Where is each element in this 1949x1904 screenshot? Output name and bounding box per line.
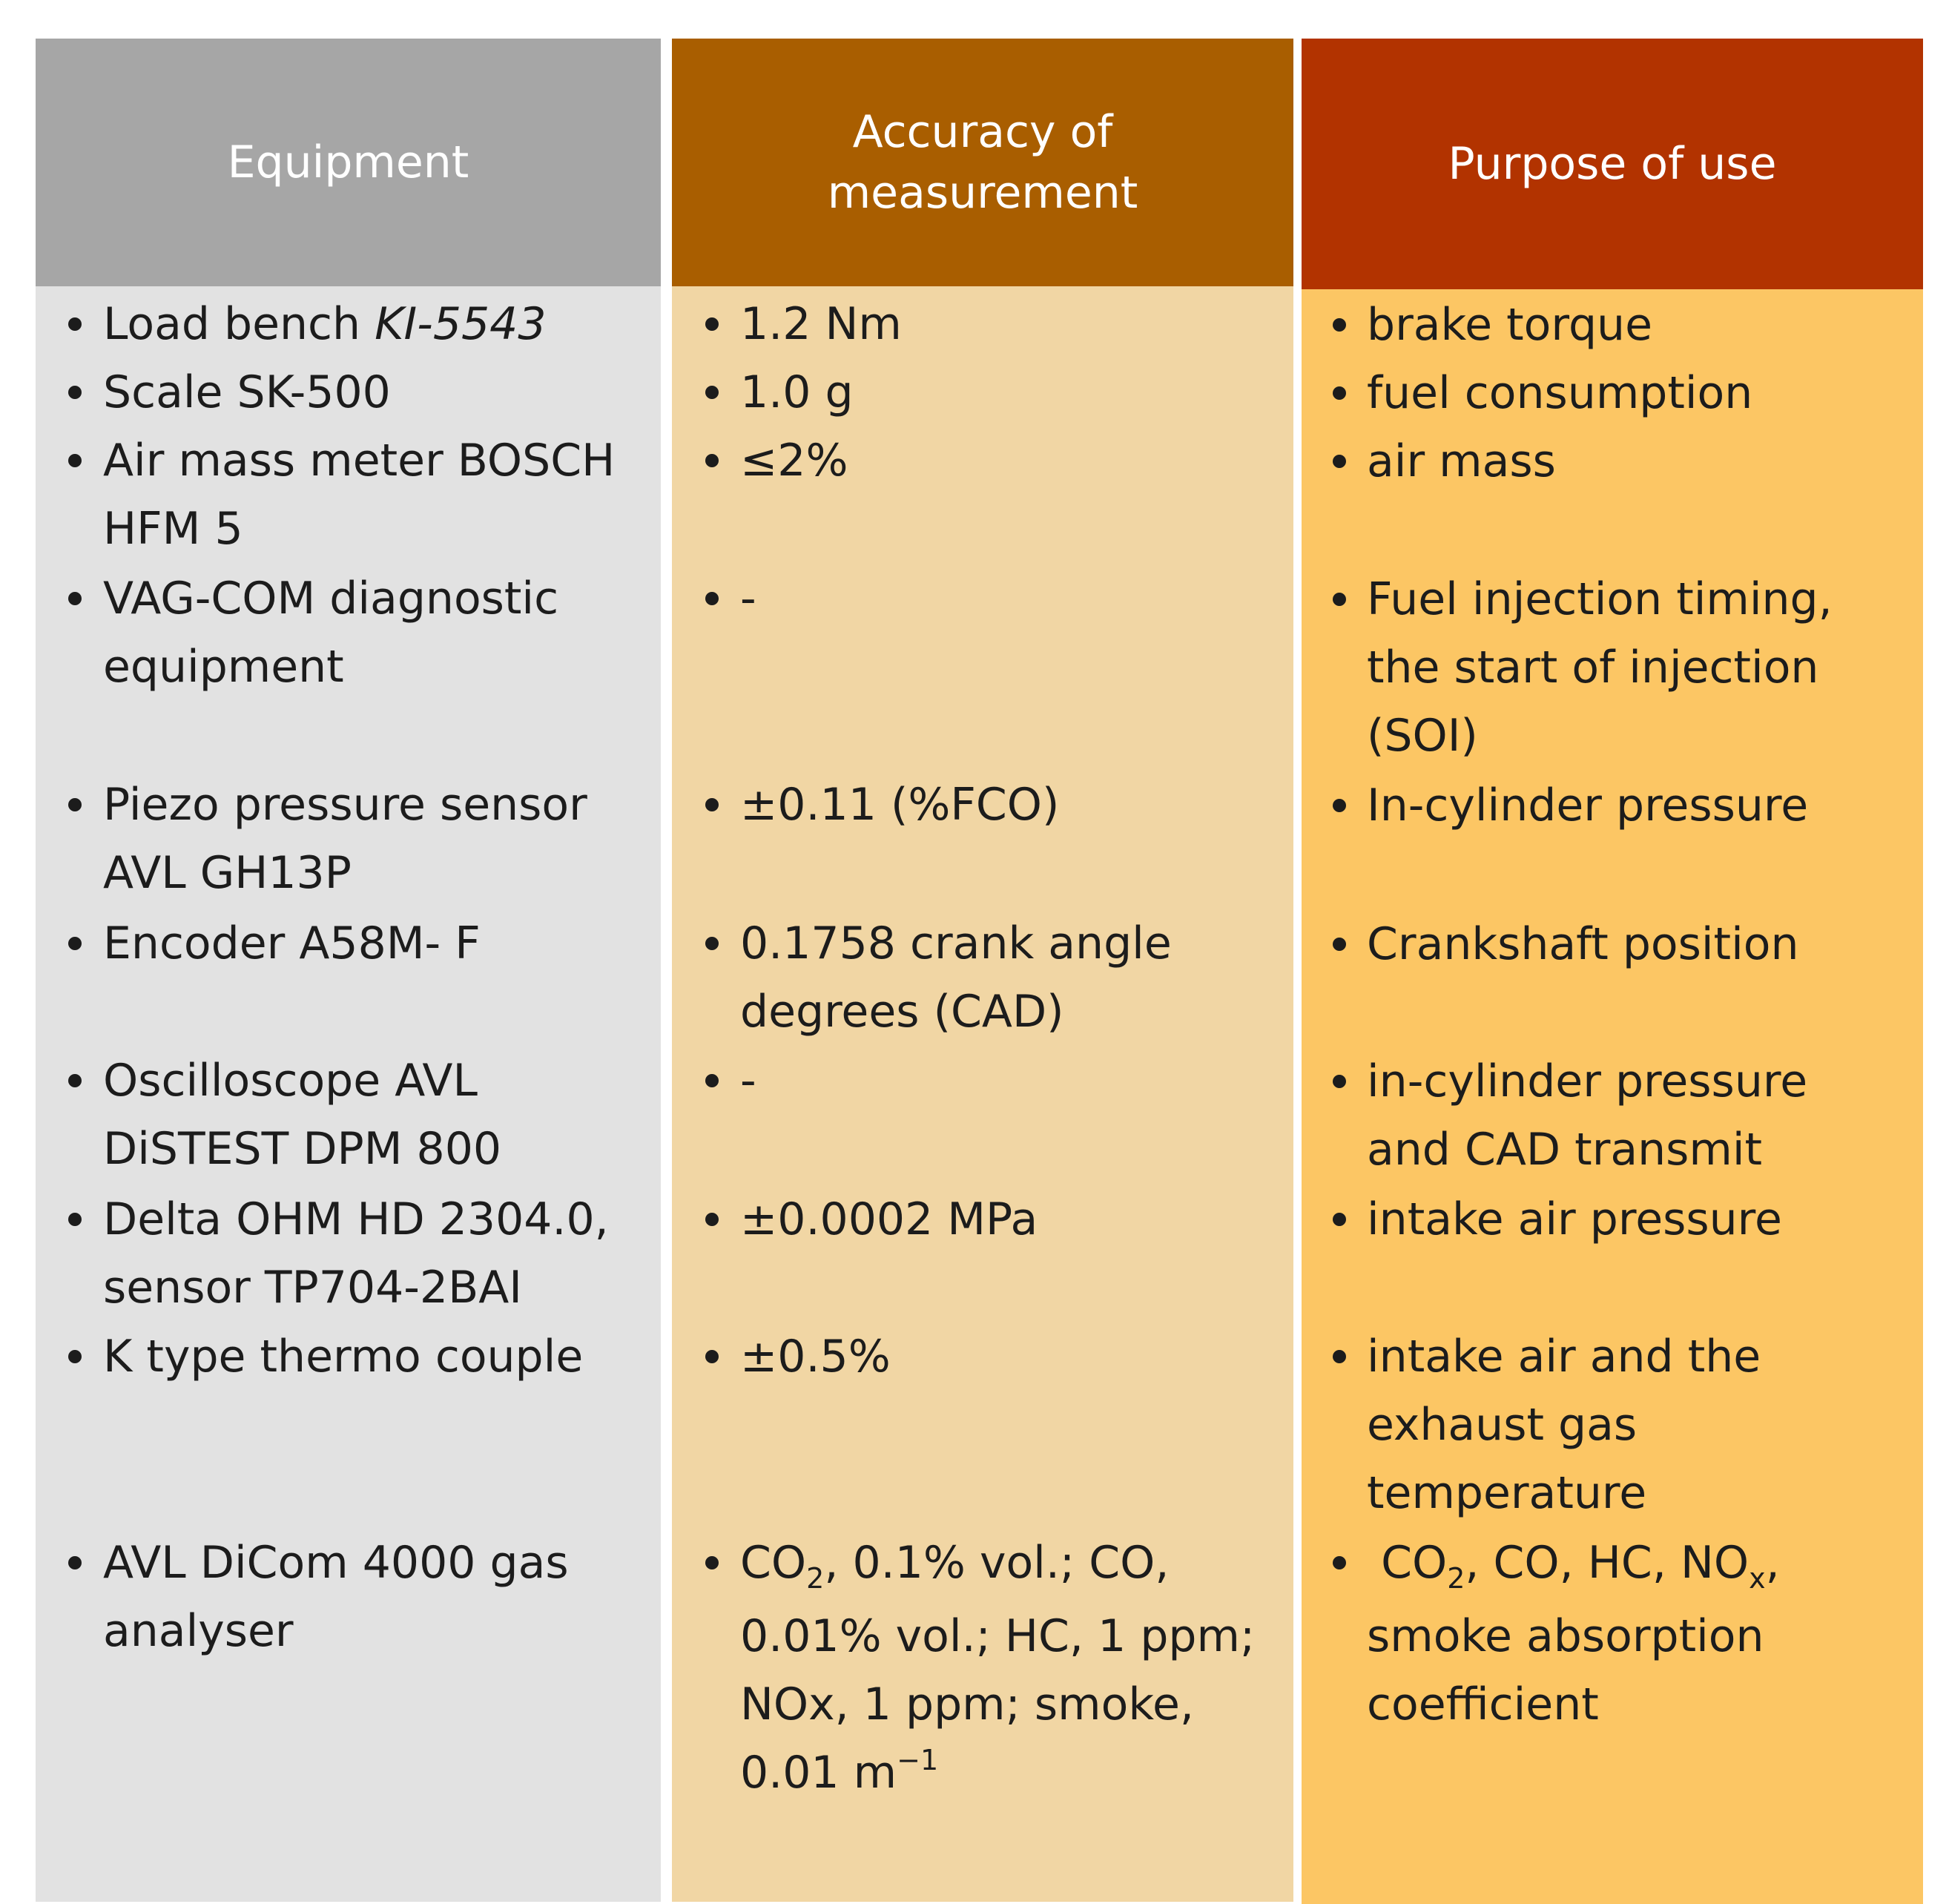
bullet-icon <box>705 317 719 331</box>
bullet-icon <box>1333 1213 1346 1226</box>
header-accuracy <box>672 39 1293 286</box>
accuracy-cells <box>672 286 1293 1902</box>
accuracy-text: ±0.0002 MPa <box>740 1193 1038 1245</box>
accuracy-text: ≤2% <box>740 435 848 487</box>
accuracy-text: 1.0 g <box>740 366 854 418</box>
bullet-icon <box>705 1556 719 1569</box>
bullet-icon <box>68 798 82 811</box>
bullet-icon <box>1333 1350 1346 1363</box>
equipment-text: VAG-COM diagnostic equipment <box>103 573 559 693</box>
equipment-text: Air mass meter BOSCH HFM 5 <box>103 435 616 555</box>
accuracy-text: ±0.11 (%FCO) <box>740 779 1060 831</box>
bullet-icon <box>1333 1556 1346 1569</box>
bullet-icon <box>705 386 719 399</box>
bullet-icon <box>68 1213 82 1226</box>
bullet-icon <box>68 386 82 399</box>
bullet-icon <box>68 592 82 605</box>
equipment-column <box>36 39 661 1902</box>
header-purpose <box>1302 39 1923 289</box>
equipment-cells <box>36 286 661 1902</box>
purpose-text: fuel consumption <box>1367 367 1753 419</box>
equipment-text: Piezo pressure sensor AVL GH13P <box>103 779 587 899</box>
equipment-text <box>103 290 653 358</box>
accuracy-text: - <box>740 1055 756 1107</box>
equipment-text: K type thermo couple <box>103 1331 584 1383</box>
equipment-name: Load bench <box>103 298 375 350</box>
accuracy-line: , 0.1% vol.; CO, <box>824 1537 1170 1589</box>
unit-exponent: −1 <box>897 1744 939 1776</box>
bullet-icon <box>1333 455 1346 468</box>
purpose-cells <box>1302 289 1923 1904</box>
accuracy-line: 0.01 m <box>740 1747 897 1799</box>
purpose-text: Crankshaft position <box>1367 918 1799 970</box>
purpose-text: air mass <box>1367 435 1556 487</box>
co2-label: $CO_2$ <box>740 1537 825 1595</box>
equipment-text: Oscilloscope AVL DiSTEST DPM 800 <box>103 1055 502 1175</box>
accuracy-text: - <box>740 573 756 625</box>
bullet-icon <box>1333 799 1346 812</box>
purpose-text: Fuel injection timing, the start of injection (SOI) <box>1367 573 1833 762</box>
bullet-icon <box>68 454 82 467</box>
accuracy-text: ±0.5% <box>740 1331 891 1383</box>
purpose-text: In-cylinder pressure <box>1367 780 1809 831</box>
equipment-text: Scale SK-500 <box>103 366 391 418</box>
purpose-text: in-cylinder pressure and CAD transmit <box>1367 1055 1808 1176</box>
accuracy-line: NOx, 1 ppm; smoke, <box>740 1679 1194 1730</box>
equipment-text: Delta OHM HD 2304.0, sensor TP704-2BAI <box>103 1193 609 1314</box>
equipment-text: Encoder A58M- F <box>103 918 481 969</box>
bullet-icon <box>705 1074 719 1087</box>
bullet-icon <box>1333 593 1346 606</box>
bullet-icon <box>705 592 719 605</box>
bullet-icon <box>705 1350 719 1363</box>
bullet-icon <box>1333 1075 1346 1088</box>
bullet-icon <box>705 454 719 467</box>
bullet-icon <box>705 798 719 811</box>
purpose-text: intake air pressure <box>1367 1193 1782 1245</box>
accuracy-column <box>672 39 1293 1902</box>
accuracy-text <box>740 1529 1286 1812</box>
equipment-model: KI-5543 <box>375 298 547 350</box>
bullet-icon <box>705 1213 719 1226</box>
accuracy-text: 1.2 Nm <box>740 298 902 350</box>
bullet-icon <box>68 1074 82 1087</box>
bullet-icon <box>68 1350 82 1363</box>
purpose-column <box>1302 39 1923 1904</box>
purpose-text: intake air and the exhaust gas temperature <box>1367 1331 1761 1519</box>
equipment-text: AVL DiCom 4000 gas analyser <box>103 1537 569 1657</box>
bullet-icon <box>68 317 82 331</box>
bullet-icon <box>68 937 82 950</box>
purpose-text: brake torque <box>1367 299 1652 351</box>
bullet-icon <box>68 1556 82 1569</box>
bullet-icon <box>1333 386 1346 400</box>
accuracy-line: 0.01% vol.; HC, 1 ppm; <box>740 1610 1256 1662</box>
bullet-icon <box>705 937 719 950</box>
header-equipment-label: Equipment <box>227 136 469 188</box>
accuracy-text: 0.1758 crank angle degrees (CAD) <box>740 918 1172 1038</box>
header-accuracy-label: Accuracy of measurement <box>827 106 1138 219</box>
bullet-icon <box>1333 938 1346 951</box>
bullet-icon <box>1333 318 1346 332</box>
header-equipment <box>36 39 661 286</box>
header-purpose-label: Purpose of use <box>1448 138 1777 190</box>
purpose-text: $CO_2$, CO, HC, $NO_x$, smoke absorption coefficient <box>1367 1537 1780 1730</box>
